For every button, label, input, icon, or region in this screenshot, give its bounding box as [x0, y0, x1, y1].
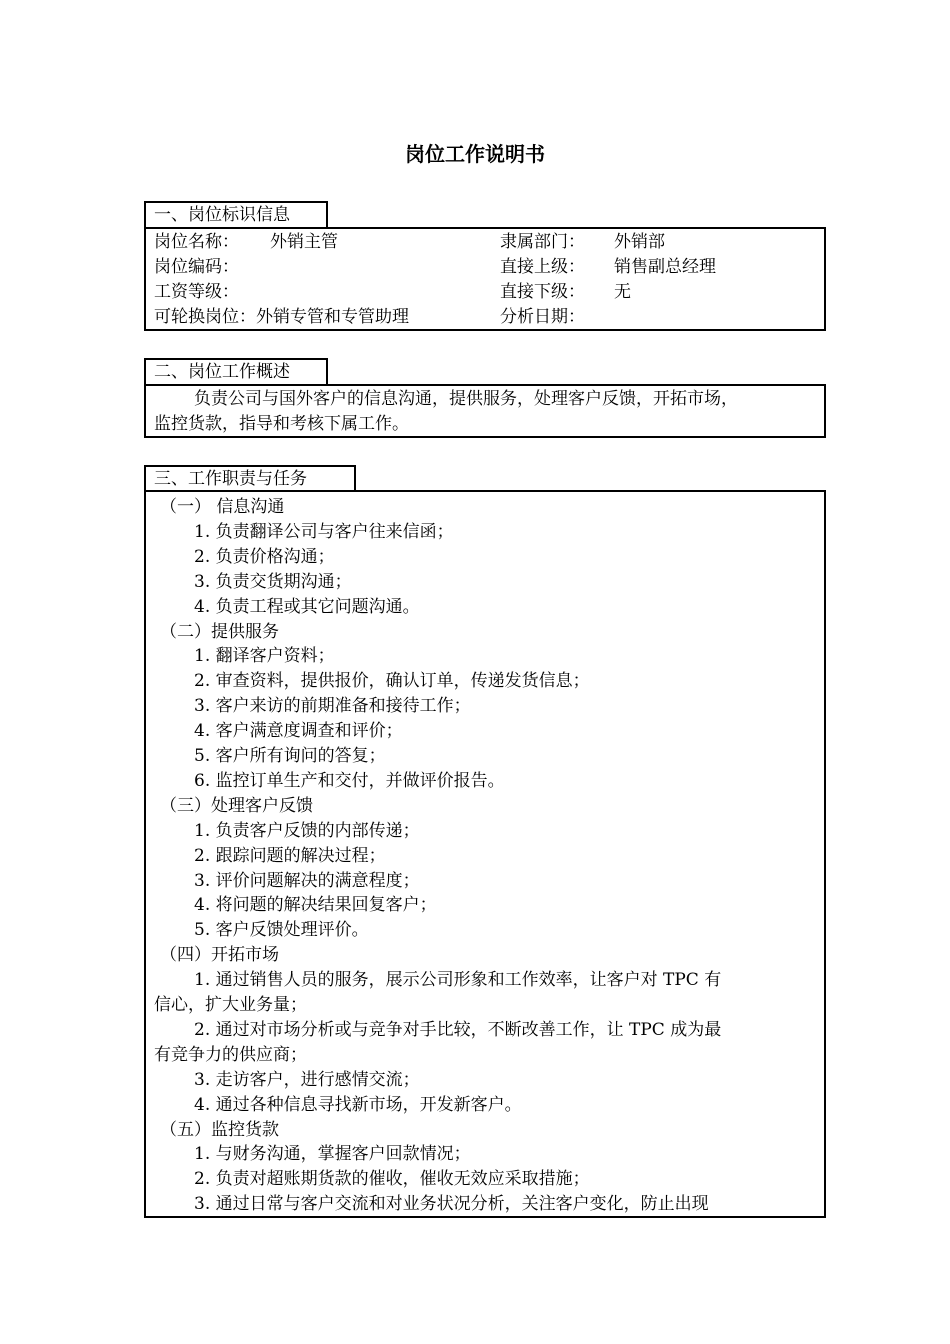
field-label: 直接上级：	[500, 257, 585, 277]
duty-item: 2. 跟踪问题的解决过程；	[194, 845, 386, 866]
section2-heading: 二、岗位工作概述	[144, 358, 328, 384]
duty-item: 3. 评价问题解决的满意程度；	[194, 870, 420, 891]
info-row	[146, 255, 824, 280]
duty-item: 4. 负责工程或其它问题沟通。	[194, 596, 420, 617]
document-title: 岗位工作说明书	[405, 142, 545, 166]
duty-item: 3. 负责交货期沟通；	[194, 571, 352, 592]
duty-item: 4. 将问题的解决结果回复客户；	[194, 895, 437, 916]
section1-heading: 一、岗位标识信息	[144, 201, 328, 227]
duty-item: 4. 客户满意度调查和评价；	[194, 721, 403, 742]
duty-item: 2. 通过对市场分析或与竞争对手比较，不断改善工作，让 TPC 成为最	[194, 1019, 722, 1040]
duty-item: 4. 通过各种信息寻找新市场，开发新客户。	[194, 1094, 522, 1115]
field-value: 销售副总经理	[614, 257, 716, 277]
info-row	[146, 280, 824, 305]
duty-item: 6. 监控订单生产和交付，并做评价报告。	[194, 770, 505, 791]
field-value: 外销部	[614, 232, 665, 252]
duty-item: 1. 与财务沟通，掌握客户回款情况；	[194, 1144, 471, 1165]
field-label: 岗位名称：	[154, 232, 239, 252]
section3-heading: 三、工作职责与任务	[144, 465, 356, 491]
duty-item: 3. 客户来访的前期准备和接待工作；	[194, 696, 471, 717]
duty-item: 1. 负责翻译公司与客户往来信函；	[194, 521, 454, 542]
info-row	[146, 305, 824, 330]
duty-item: 3. 走访客户，进行感情交流；	[194, 1069, 420, 1090]
section3-box	[144, 490, 826, 1218]
section1-box	[144, 227, 826, 331]
duty-item: 5. 客户反馈处理评价。	[194, 920, 369, 941]
duty-item: 信心，扩大业务量；	[154, 995, 307, 1015]
duty-item: 1. 通过销售人员的服务，展示公司形象和工作效率，让客户对 TPC 有	[194, 970, 722, 991]
field-label: 工资等级：	[154, 282, 239, 302]
overview-line-2: 监控货款，指导和考核下属工作。	[154, 414, 409, 434]
field-value: 无	[614, 282, 631, 302]
duty-item: 2. 负责对超账期货款的催收，催收无效应采取措施；	[194, 1169, 590, 1190]
duty-item: 2. 负责价格沟通；	[194, 546, 335, 567]
field-label: 岗位编码：	[154, 257, 239, 277]
duty-item: 1. 负责客户反馈的内部传递；	[194, 820, 420, 841]
duty-category: （四）开拓市场	[160, 945, 279, 966]
duty-category: （五）监控货款	[160, 1119, 279, 1140]
field-label: 分析日期：	[500, 307, 585, 327]
duty-item: 有竞争力的供应商；	[154, 1044, 307, 1065]
field-label: 直接下级：	[500, 282, 585, 302]
section2-box	[144, 384, 826, 438]
duty-item: 1. 翻译客户资料；	[194, 646, 335, 667]
duty-item: 3. 通过日常与客户交流和对业务状况分析，关注客户变化，防止出现	[194, 1194, 709, 1215]
duty-category: （一） 信息沟通	[160, 497, 285, 517]
duty-item: 5. 客户所有询问的答复；	[194, 746, 386, 766]
field-label: 可轮换岗位：外销专管和专管助理	[154, 307, 409, 327]
duty-category: （三）处理客户反馈	[160, 795, 313, 816]
field-label: 隶属部门：	[500, 232, 585, 252]
duty-item: 2. 审查资料，提供报价，确认订单，传递发货信息；	[194, 671, 590, 692]
duty-category: （二）提供服务	[160, 621, 279, 642]
info-row	[146, 230, 824, 255]
overview-line-1: 负责公司与国外客户的信息沟通，提供服务，处理客户反馈，开拓市场，	[194, 389, 738, 409]
field-value: 外销主管	[270, 232, 338, 252]
